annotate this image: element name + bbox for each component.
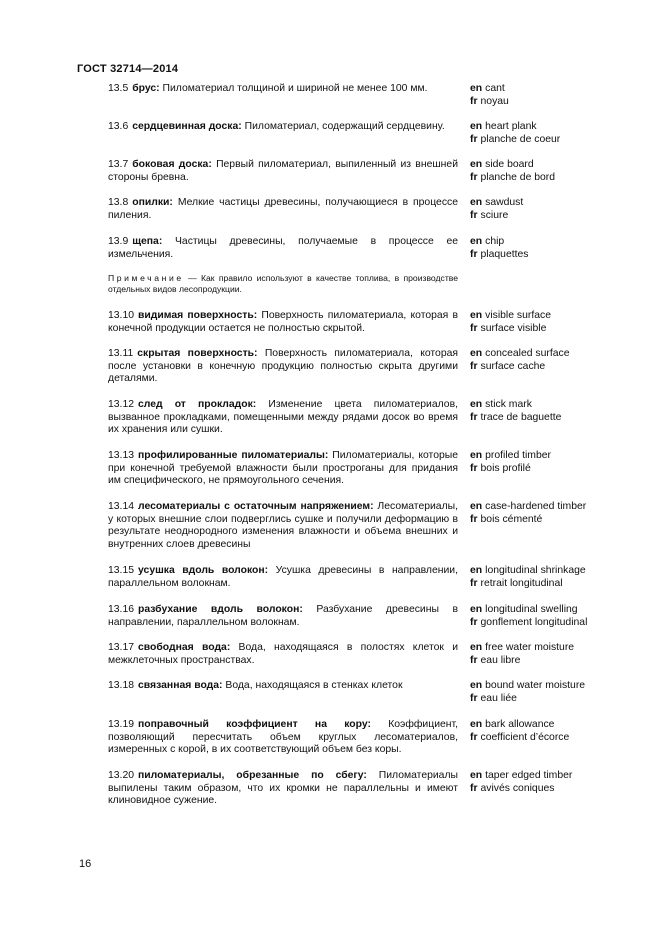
term-equivalents — [470, 604, 650, 629]
equivalent-fr: fr plaquettes — [470, 248, 529, 260]
term-number: 13.7 — [108, 159, 129, 170]
term-definition — [108, 83, 458, 96]
equivalent-fr: fr retrait longitudinal — [470, 577, 563, 589]
term-text: Коэффициент, позволяющий пересчитать объем круглых лесоматериалов, измеренных с корой, в их соответствующий объем без коры. — [108, 719, 459, 755]
term-definition — [108, 197, 458, 222]
term-number: 13.10 — [108, 310, 135, 321]
term-text: Пиломатериал толщиной и шириной не менее 100 мм. — [162, 83, 428, 94]
equivalent-fr: fr trace de baguette — [470, 411, 562, 423]
term-name: поправочный коэффициент на кору: — [138, 719, 371, 730]
equivalent-en: en case-hardened timber — [470, 501, 587, 512]
term-number: 13.17 — [108, 642, 135, 653]
equivalent-fr: fr surface cache — [470, 360, 546, 372]
term-definition — [108, 719, 458, 757]
term-text: Разбухание древесины в направлении, параллельном волокнам. — [108, 604, 459, 628]
term-definition — [108, 680, 458, 693]
term-definition — [108, 501, 458, 551]
term-equivalents — [470, 348, 650, 373]
term-number: 13.20 — [108, 770, 135, 781]
equivalent-fr: fr eau liée — [470, 692, 517, 704]
term-number: 13.5 — [108, 83, 129, 94]
term-number: 13.6 — [108, 121, 129, 132]
equivalent-fr: fr bois cémenté — [470, 513, 543, 525]
term-text: Вода, находящаяся в стенках клеток — [225, 680, 403, 691]
equivalent-en: en cant — [470, 83, 505, 94]
term-definition — [108, 450, 458, 488]
term-name: боковая доска: — [132, 159, 212, 170]
equivalent-en: en free water moisture — [470, 642, 575, 653]
term-equivalents — [470, 450, 650, 475]
term-equivalents — [470, 719, 650, 744]
term-name: видимая поверхность: — [138, 310, 258, 321]
term-name: свободная вода: — [138, 642, 231, 653]
term-text: Лесоматериалы, у которых внешние слои подверглись сушке и получили деформацию в результате неоднородного изменения влажности и объема внешних и внутренних слоев древесины — [108, 501, 459, 550]
term-name: скрытая поверхность: — [137, 348, 258, 359]
term-number: 13.16 — [108, 604, 135, 615]
note-label: Примечание — [108, 273, 184, 283]
term-text: Мелкие частицы древесины, получающиеся в процессе пиления. — [108, 197, 458, 221]
term-equivalents — [470, 770, 650, 795]
note-text: — Как правило используют в качестве топлива, в производстве отдельных видов лесопродукции. — [108, 273, 459, 294]
term-number: 13.8 — [108, 197, 129, 208]
term-definition — [108, 565, 458, 590]
term-number: 13.19 — [108, 719, 135, 730]
term-text: Поверхность пиломатериала, которая в конечной продукции остается не полностью скрытой. — [108, 310, 459, 334]
term-equivalents — [470, 642, 650, 667]
term-name: щепа: — [132, 236, 163, 247]
term-name: сердцевинная доска: — [132, 121, 242, 132]
equivalent-fr: fr coefficient d’écorce — [470, 731, 570, 743]
equivalent-en: en chip — [470, 236, 505, 247]
term-name: пиломатериалы, обрезанные по сбегу: — [138, 770, 367, 781]
term-equivalents — [470, 83, 650, 108]
equivalent-fr: fr eau libre — [470, 654, 521, 666]
equivalent-en: en concealed surface — [470, 348, 570, 359]
term-text: Изменение цвета пиломатериалов, вызванное прокладками, помещенными между рядами досок во время их хранения или сушки. — [108, 399, 458, 435]
term-name: разбухание вдоль волокон: — [138, 604, 303, 615]
term-number: 13.11 — [108, 348, 134, 359]
page-number: 16 — [79, 858, 92, 870]
term-number: 13.9 — [108, 236, 129, 247]
equivalent-en: en side board — [470, 159, 534, 170]
term-definition — [108, 770, 458, 808]
equivalent-fr: fr avivés coniques — [470, 782, 555, 794]
equivalent-en: en longitudinal shrinkage — [470, 565, 586, 576]
term-definition — [108, 159, 458, 184]
term-text: Пиломатериалы выпилены таким образом, что их кромки не параллельны и имеют клиновидное сужение. — [108, 770, 458, 806]
term-text: Поверхность пиломатериала, которая после установки в конечную продукцию полностью скрыта другими деталями. — [108, 348, 459, 384]
equivalent-en: en stick mark — [470, 399, 532, 410]
equivalent-en: en sawdust — [470, 197, 524, 208]
term-definition — [108, 121, 458, 134]
term-equivalents — [470, 565, 650, 590]
equivalent-en: en longitudinal swelling — [470, 604, 578, 615]
term-number: 13.13 — [108, 450, 135, 461]
term-equivalents — [470, 159, 650, 184]
equivalent-fr: fr sciure — [470, 209, 509, 221]
term-name: лесоматериалы с остаточным напряжением: — [138, 501, 374, 512]
equivalent-en: en visible surface — [470, 310, 551, 321]
term-number: 13.12 — [108, 399, 135, 410]
equivalent-fr: fr bois profilé — [470, 462, 531, 474]
equivalent-fr: fr surface visible — [470, 322, 547, 334]
equivalent-en: en bark allowance — [470, 719, 555, 730]
term-equivalents — [470, 121, 650, 146]
equivalent-en: en profiled timber — [470, 450, 551, 461]
term-definition — [108, 399, 458, 437]
equivalent-en: en bound water moisture — [470, 680, 586, 691]
term-definition — [108, 310, 458, 335]
term-definition — [108, 642, 458, 667]
term-equivalents — [470, 680, 650, 705]
equivalent-en: en heart plank — [470, 121, 537, 132]
document-header: ГОСТ 32714—2014 — [77, 63, 179, 75]
term-number: 13.18 — [108, 680, 135, 691]
equivalent-fr: fr gonflement longitudinal — [470, 616, 588, 628]
term-number: 13.15 — [108, 565, 135, 576]
note — [108, 273, 458, 295]
term-text: Пиломатериал, содержащий сердцевину. — [244, 121, 445, 132]
term-equivalents — [470, 310, 650, 335]
term-name: след от прокладок: — [138, 399, 257, 410]
term-equivalents — [470, 236, 650, 261]
term-name: связанная вода: — [138, 680, 223, 691]
term-equivalents — [470, 197, 650, 222]
term-definition — [108, 604, 458, 629]
term-name: брус: — [132, 83, 160, 94]
term-name: опилки: — [132, 197, 173, 208]
term-name: профилированные пиломатериалы: — [138, 450, 329, 461]
equivalent-fr: fr noyau — [470, 95, 509, 107]
term-text: Вода, находящаяся в полостях клеток и межклеточных пространствах. — [108, 642, 458, 666]
term-text: Усушка древесины в направлении, параллельном волокнам. — [108, 565, 459, 589]
term-definition — [108, 348, 458, 386]
equivalent-fr: fr planche de bord — [470, 171, 556, 183]
term-equivalents — [470, 501, 650, 526]
term-name: усушка вдоль волокон: — [138, 565, 269, 576]
equivalent-en: en taper edged timber — [470, 770, 573, 781]
term-equivalents — [470, 399, 650, 424]
term-text: Первый пиломатериал, выпиленный из внешней стороны бревна. — [108, 159, 459, 183]
term-text: Пиломатериалы, которые при конечной требуемой влажности были прострoганы для придания им специфического, не прямоугольного сечения. — [108, 450, 458, 486]
equivalent-fr: fr planche de coeur — [470, 133, 561, 145]
term-definition — [108, 236, 458, 261]
term-number: 13.14 — [108, 501, 135, 512]
term-text: Частицы древесины, получаемые в процессе ее измельчения. — [108, 236, 458, 260]
